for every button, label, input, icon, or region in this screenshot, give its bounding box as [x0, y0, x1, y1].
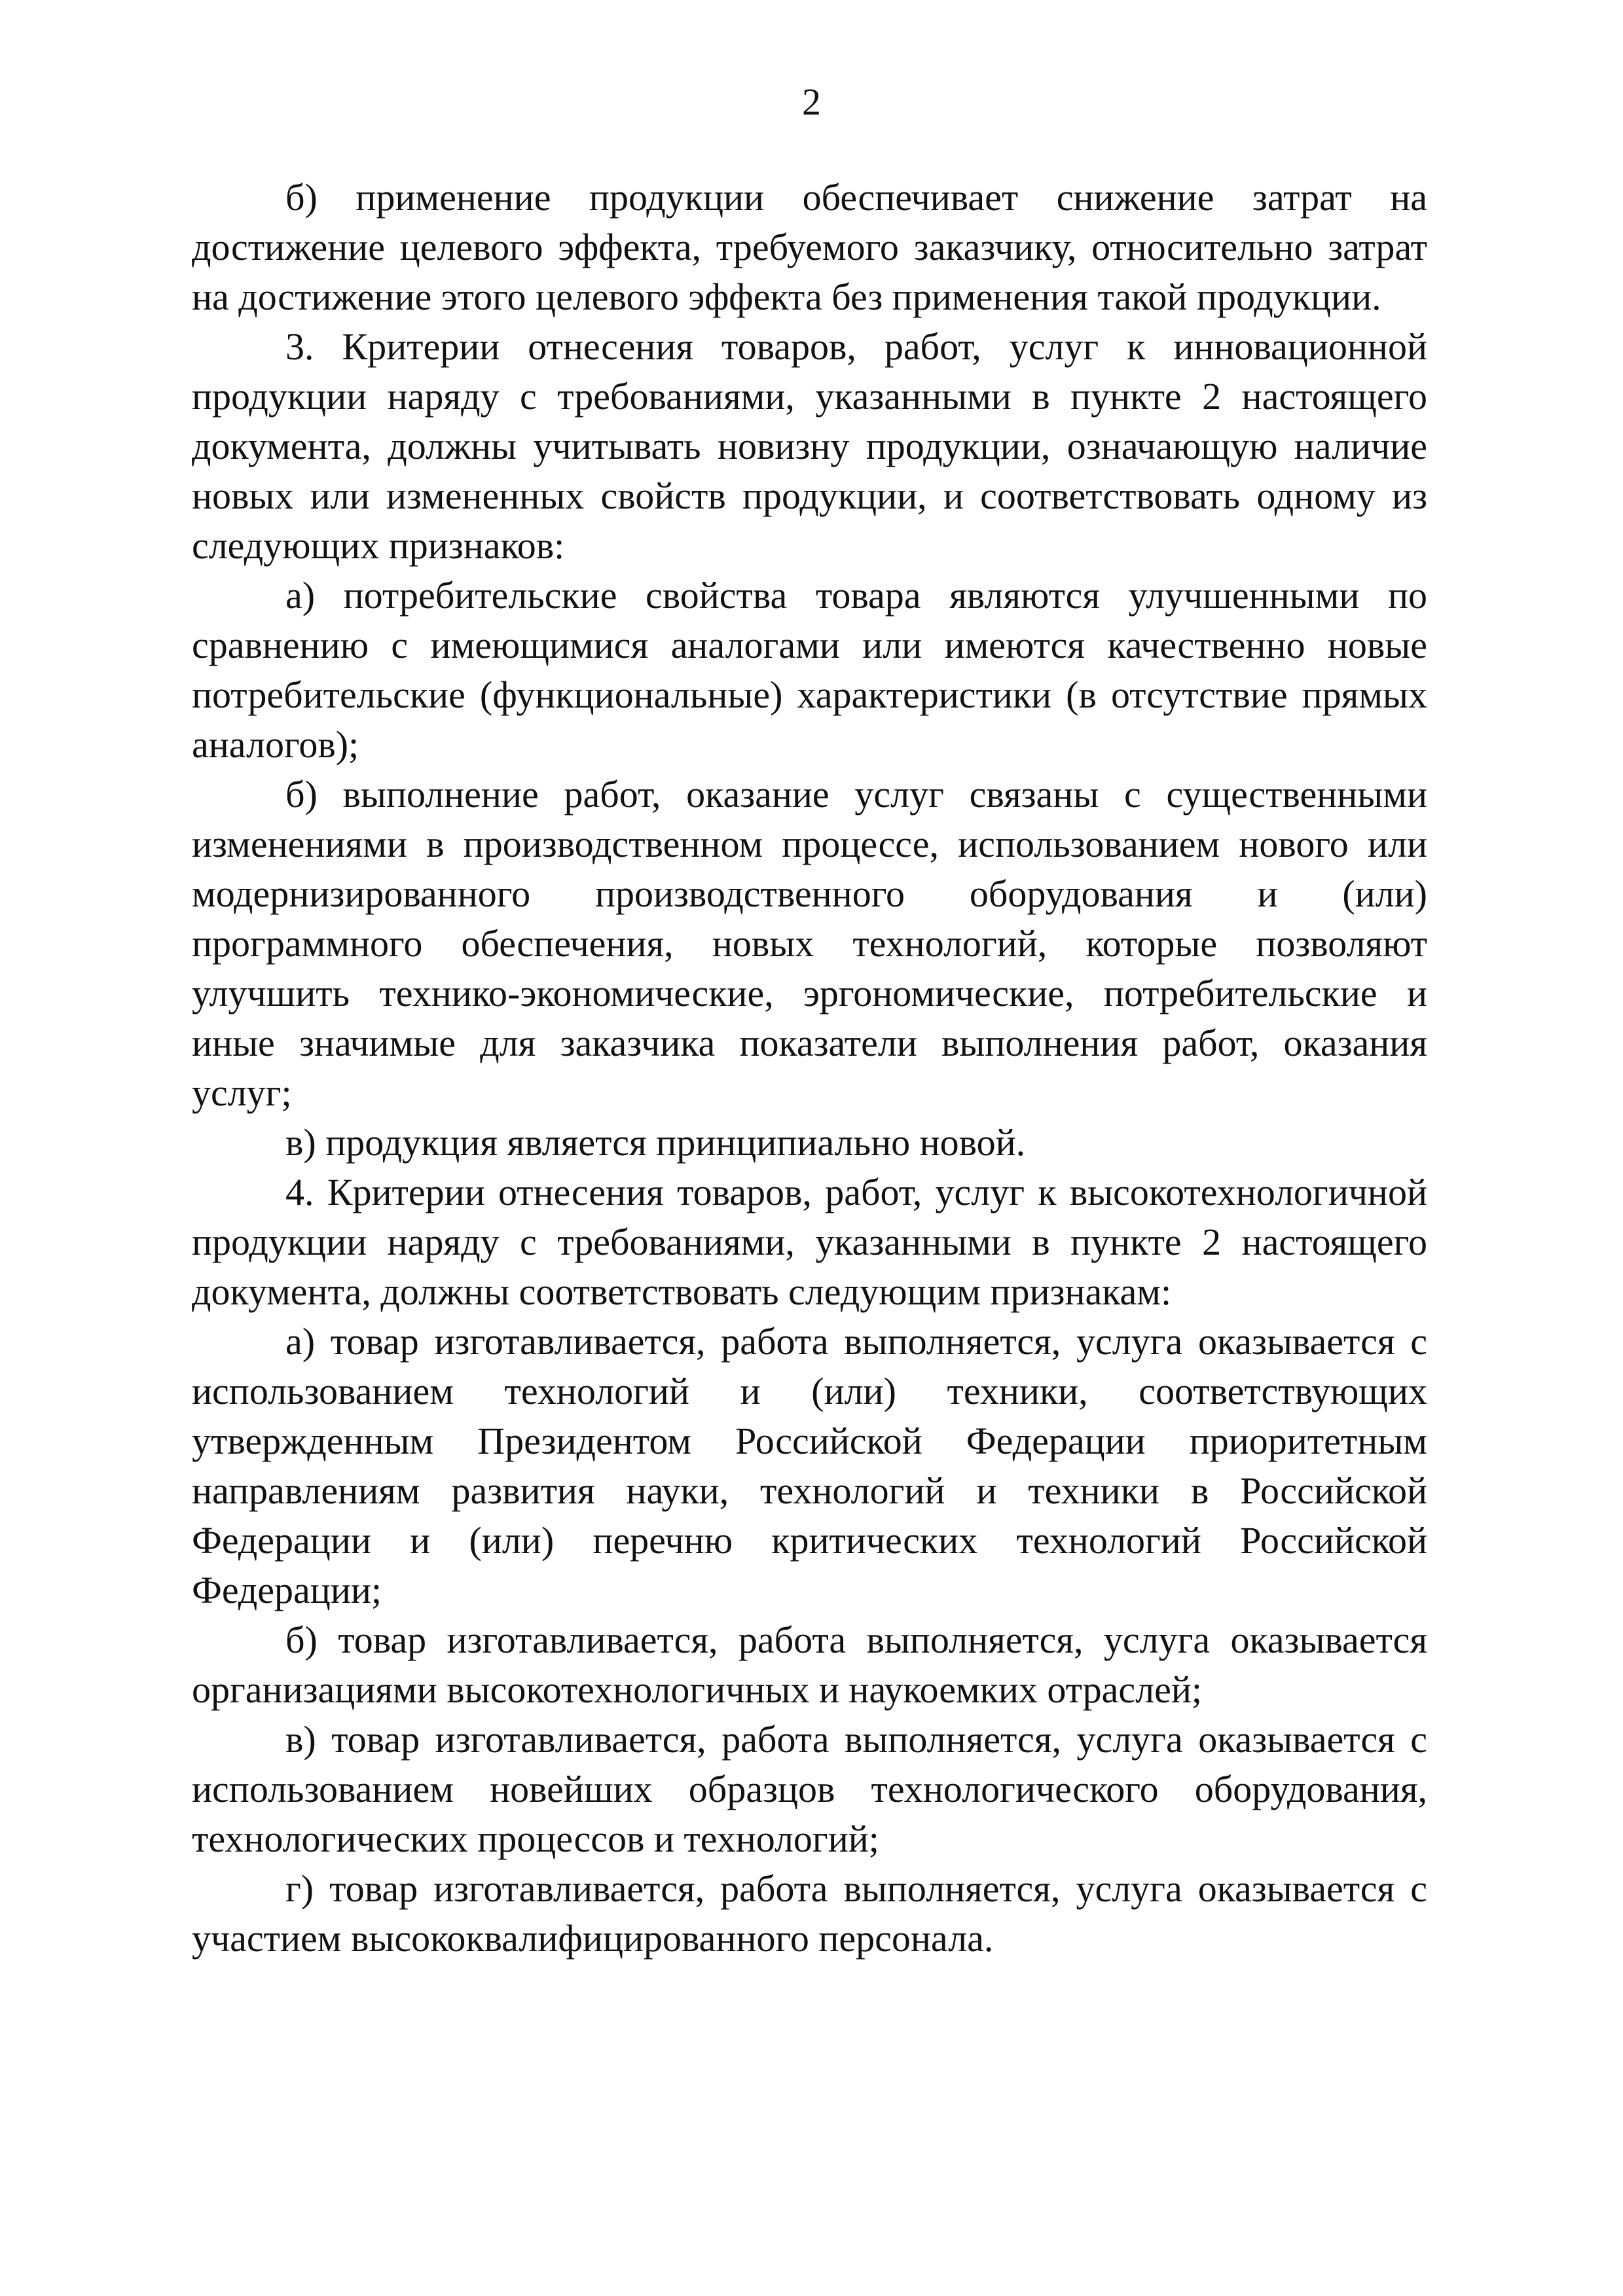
paragraph-4v: в) товар изготавливается, работа выполняется, услуга оказывается с использованием новейших образцов технологического оборудования, технологических процессов и технологий;: [192, 1718, 1427, 1860]
paragraph-4b: б) товар изготавливается, работа выполняется, услуга оказывается организациями высокотехнологичных и наукоемких отраслей;: [192, 1619, 1427, 1711]
paragraph-3: 3. Критерии отнесения товаров, работ, услуг к инновационной продукции наряду с требованиями, указанными в пункте 2 настоящего документа, должны учитывать новизну продукции, означающую наличие новых или измененных свойств продукции, и соответствовать одному из следующих признаков:: [192, 325, 1427, 567]
paragraph-4g: г) товар изготавливается, работа выполняется, услуга оказывается с участием высококвалифицированного персонала.: [192, 1867, 1427, 1960]
paragraph-4: 4. Критерии отнесения товаров, работ, услуг к высокотехнологичной продукции наряду с требованиями, указанными в пункте 2 настоящего документа, должны соответствовать следующим признакам:: [192, 1171, 1427, 1313]
page-number: 2: [802, 81, 821, 123]
paragraph-3b: б) выполнение работ, оказание услуг связаны с существенными изменениями в производственном процессе, использованием нового или модернизированного производственного оборудования и (или) программного обеспечения, новых технологий, которые позволяют улучшить технико-экономические, эргономические, потребительские и иные значимые для заказчика показатели выполнения работ, оказания услуг;: [192, 773, 1427, 1114]
paragraph-3v: в) продукция является принципиально новой.: [285, 1121, 1026, 1164]
paragraph-3a: а) потребительские свойства товара являются улучшенными по сравнению с имеющимися аналогами или имеются качественно новые потребительские (функциональные) характеристики (в отсутствие прямых аналогов);: [192, 574, 1427, 766]
paragraph-4a: а) товар изготавливается, работа выполняется, услуга оказывается с использованием технологий и (или) техники, соответствующих утвержденным Президентом Российской Федерации приоритетным направлениям развития науки, технологий и техники в Российской Федерации и (или) перечню критических технологий Российской Федерации;: [192, 1320, 1427, 1611]
paragraph-2b: б) применение продукции обеспечивает снижение затрат на достижение целевого эффекта, требуемого заказчику, относительно затрат на достижение этого целевого эффекта без применения такой продукции.: [192, 176, 1427, 318]
document-body: [192, 173, 1427, 1964]
